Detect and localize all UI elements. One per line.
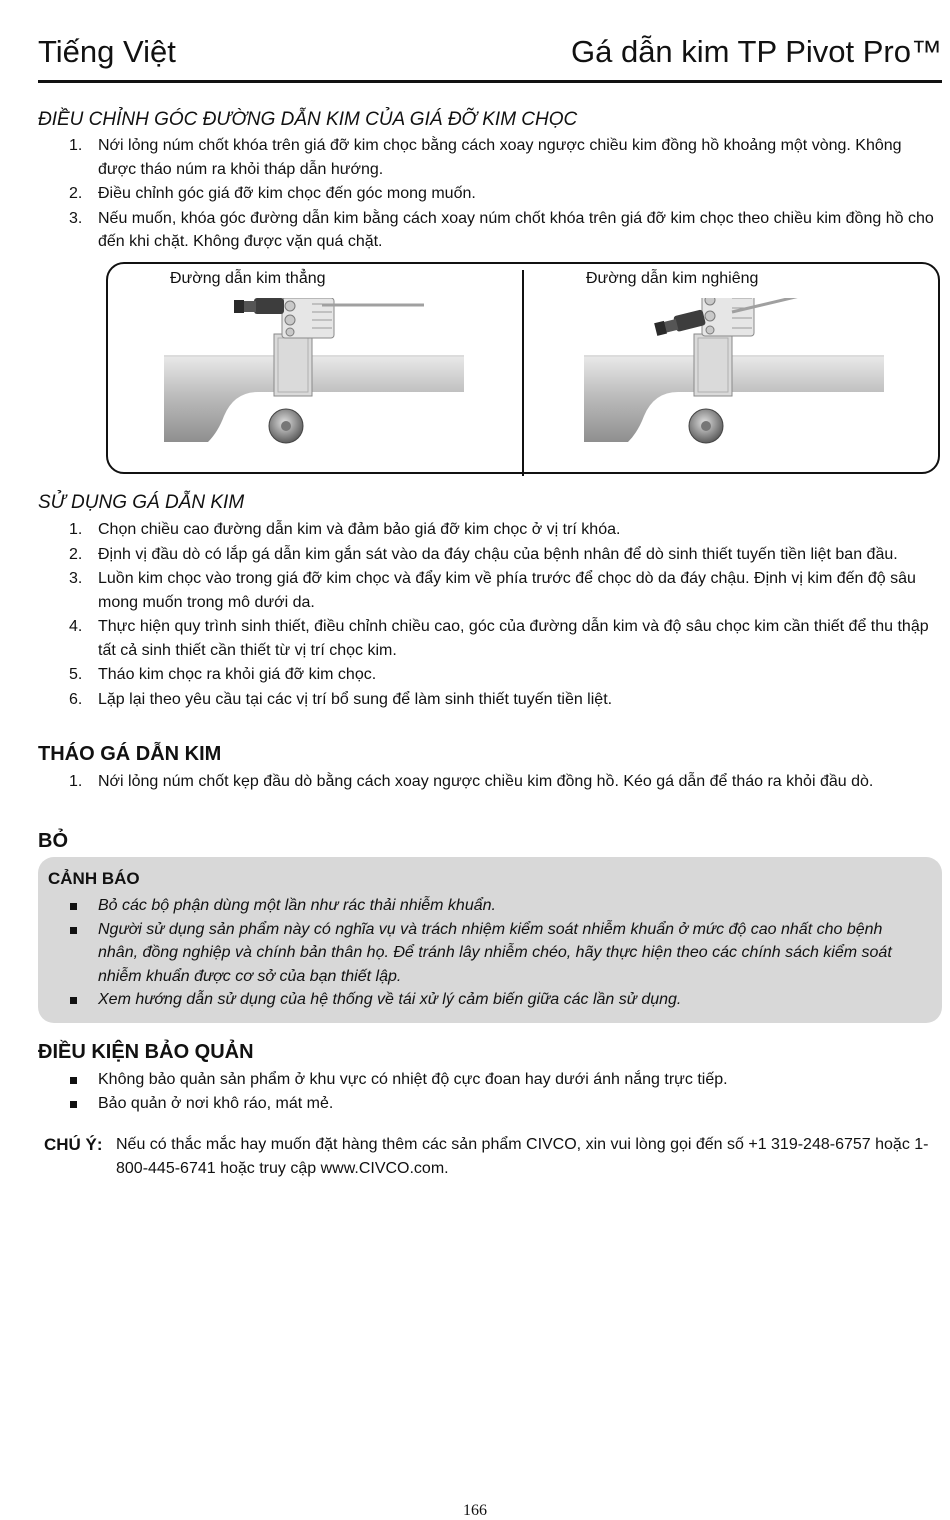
remove-steps-list xyxy=(38,770,938,794)
storage-list xyxy=(38,1068,938,1115)
list-item: 1. Chọn chiều cao đường dẫn kim và đảm bảo giá đỡ kim chọc ở vị trí khóa. xyxy=(69,521,621,538)
list-item: 5. Tháo kim chọc ra khỏi giá đỡ kim chọc. xyxy=(69,666,377,683)
list-item: 3. Nếu muốn, khóa góc đường dẫn kim bằng cách xoay núm chốt khóa trên giá đỡ kim chọc theo chiều kim đồng hồ cho đến khi chặt. Không được vặn quá chặt. xyxy=(69,209,934,250)
list-item: Không bảo quản sản phẩm ở khu vực có nhiệt độ cực đoan hay dưới ánh nắng trực tiếp. xyxy=(38,1068,938,1092)
bullet-icon xyxy=(70,1101,77,1108)
bullet-icon xyxy=(70,927,77,934)
product-title: Gá dẫn kim TP Pivot Pro™ xyxy=(570,34,942,69)
warning-title: CẢNH BÁO xyxy=(48,869,140,888)
bullet-icon xyxy=(70,903,77,910)
list-item: 1. Nới lỏng núm chốt khóa trên giá đỡ kim chọc bằng cách xoay ngược chiều kim đồng hồ khoảng một vòng. Không được tháo núm ra khỏi tháp dẫn hướng. xyxy=(69,137,902,178)
list-item: 6. Lặp lại theo yêu cầu tại các vị trí bổ sung để làm sinh thiết tuyến tiền liệt. xyxy=(69,690,613,708)
angled-path-label: Đường dẫn kim nghiêng xyxy=(586,270,759,287)
list-item: 3. Luồn kim chọc vào trong giá đỡ kim chọc và đẩy kim về phía trước để chọc dò da đáy chậu. Định vị kim đến độ sâu mong muốn trong mô dưới da. xyxy=(69,570,916,611)
needle-path-figure xyxy=(106,262,940,474)
list-item: Xem hướng dẫn sử dụng của hệ thống về tái xử lý cảm biến giữa các lần sử dụng. xyxy=(38,988,918,1012)
warning-box xyxy=(38,857,942,1023)
use-section-title: SỬ DỤNG GÁ DẪN KIM xyxy=(38,492,245,513)
list-item: Bảo quản ở nơi khô ráo, mát mẻ. xyxy=(38,1092,938,1116)
language-title: Tiếng Việt xyxy=(38,34,176,69)
list-item: 2. Điều chỉnh góc giá đỡ kim chọc đến góc mong muốn. xyxy=(69,185,476,202)
dispose-section-title: BỎ xyxy=(38,830,68,852)
straight-path-label: Đường dẫn kim thẳng xyxy=(170,270,326,287)
note-text: Nếu có thắc mắc hay muốn đặt hàng thêm các sản phẩm CIVCO, xin vui lòng gọi đến số +1 319-248-6757 hoặc 1-800-445-6741 hoặc truy cập www.CIVCO.com. xyxy=(116,1136,929,1177)
adjust-section-title: ĐIỀU CHỈNH GÓC ĐƯỜNG DẪN KIM CỦA GIÁ ĐỠ KIM CHỌC xyxy=(38,109,578,130)
list-item: Bỏ các bộ phận dùng một lần như rác thải nhiễm khuẩn. xyxy=(38,894,918,918)
adjust-steps-list xyxy=(38,134,938,254)
storage-section-title: ĐIỀU KIỆN BẢO QUẢN xyxy=(38,1041,254,1063)
page-header xyxy=(38,30,942,76)
list-item: 4. Thực hiện quy trình sinh thiết, điều chỉnh chiều cao, góc của đường dẫn kim và độ sâu chọc kim cần thiết để thu thập tất cả sinh thiết cần thiết từ vị trí chọc kim. xyxy=(69,618,929,659)
header-divider xyxy=(38,80,942,83)
note-label: CHÚ Ý: xyxy=(44,1135,103,1154)
use-steps-list xyxy=(38,518,938,711)
angled-needle-illustration xyxy=(582,298,887,448)
straight-needle-illustration xyxy=(162,298,467,448)
page-number: 166 xyxy=(463,1502,487,1519)
bullet-icon xyxy=(70,997,77,1004)
list-item: 2. Định vị đầu dò có lắp gá dẫn kim gắn sát vào da đáy chậu của bệnh nhân để dò sinh thiết tuyến tiền liệt ban đầu. xyxy=(69,545,898,563)
list-item: Người sử dụng sản phẩm này có nghĩa vụ và trách nhiệm kiểm soát nhiễm khuẩn ở mức độ cao nhất cho bệnh nhân, đồng nghiệp và chính bản thân họ. Để tránh lây nhiễm chéo, hãy thực hiện theo các chính sách kiểm soát nhiễm khuẩn được cơ sở của bạn thiết lập. xyxy=(38,918,918,989)
warning-list xyxy=(38,894,918,1012)
list-item: 1. Nới lỏng núm chốt kẹp đầu dò bằng cách xoay ngược chiều kim đồng hồ. Kéo gá dẫn để tháo ra khỏi đầu dò. xyxy=(69,773,874,790)
bullet-icon xyxy=(70,1077,77,1084)
remove-section-title: THÁO GÁ DẪN KIM xyxy=(38,743,222,765)
figure-divider xyxy=(522,270,524,476)
